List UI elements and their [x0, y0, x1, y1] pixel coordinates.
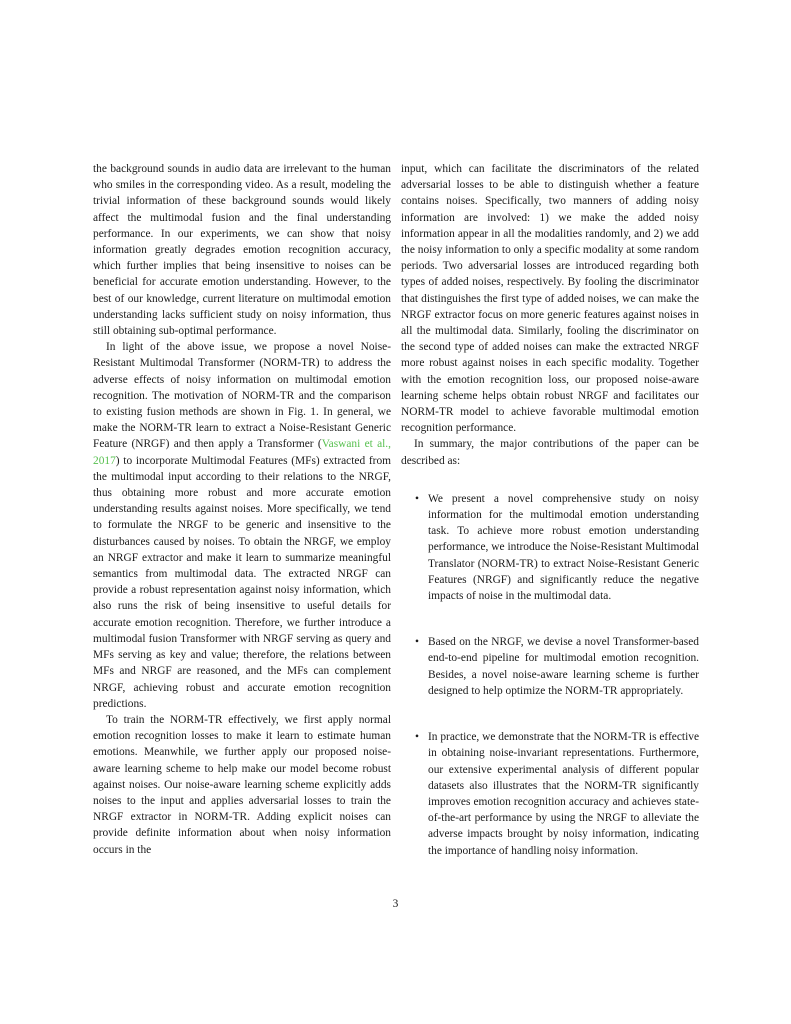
- contribution-item: [401, 491, 699, 604]
- contribution-item: [401, 634, 699, 699]
- bullet-icon: •: [415, 731, 419, 744]
- paragraph-text-before-citation: In light of the above issue, we propose a novel Noise-Resistant Multimodal Transformer (NORM-TR) to address the adverse effects of noisy information on multimodal emotion recognition. The motivation of NORM-TR and the comparison to existing fusion methods are shown in Fig. 1. In general, we make the NORM-TR learn to extract a Noise-Resistant Generic Feature (NRGF) and then apply a Transformer (: [93, 341, 391, 451]
- paragraph-norm-tr-proposal: [93, 339, 391, 712]
- left-column: [93, 161, 391, 858]
- paragraph-text-after-citation: ) to incorporate Multimodal Features (MFs) extracted from the multimodal input according to their relations to the NRGF, thus obtaining more robust and more accurate emotion understanding results against noises. More specifically, we tend to formulate the NRGF to be generic and insensitive to the disturbances caused by noises. To obtain the NRGF, we employ an NRGF extractor and make it learn to summarize meaningful semantics from multimodal data. The extracted NRGF can provide a robust representation against noisy information, which also runs the risk of being insensitive to useful details for accurate emotion recognition. Therefore, we further introduce a multimodal fusion Transformer with NRGF serving as query and MFs serving as key and value; therefore, the relations between MFs and NRGF are reasoned, and the MFs can complement NRGF, achieving robust and accurate emotion recognition predictions.: [93, 454, 391, 710]
- paragraph-adversarial-losses: input, which can facilitate the discriminators of the related adversarial losses to be able to distinguish whether a feature contains noises. Specifically, two manners of adding noisy information are involved: 1) we make the added noisy information appear in all the modalities randomly, and 2) we add the noisy information to only a specific modality at some random periods. Two adversarial losses are introduced regarding both types of added noises, respectively. By fooling the discriminator that distinguishes the first type of added noises, we can make the NRGF extractor focus on more generic features against noises in all the multimodal data. Similarly, fooling the discriminator on the second type of added noises can make the extracted NRGF more robust against noises in each specific modality. Together with the emotion recognition loss, our proposed noise-aware learning scheme helps obtain robust NRGF and facilitates our NORM-TR model to achieve favorable multimodal emotion recognition performance.: [401, 163, 699, 435]
- contributions-list: [401, 491, 699, 859]
- contribution-text: We present a novel comprehensive study on noisy information for the multimodal emotion understanding task. To achieve more robust emotion understanding performance, we introduce the Noise-Resistant Multimodal Translator (NORM-TR) to extract Noise-Resistant Generic Features (NRGF) and significantly reduce the negative impacts of noise in the multimodal data.: [428, 492, 699, 603]
- contribution-item: [401, 729, 699, 859]
- bullet-icon: •: [415, 636, 419, 649]
- page-number: 3: [392, 898, 399, 910]
- contribution-text: Based on the NRGF, we devise a novel Transformer-based end-to-end pipeline for multimodal emotion recognition. Besides, a novel noise-aware learning scheme is further designed to help optimize the NORM-TR appropriately.: [428, 636, 699, 697]
- citation-link-vaswani[interactable]: Vaswani et al., 2017: [93, 438, 391, 467]
- paragraph-summary-intro: In summary, the major contributions of the paper can be described as:: [401, 438, 699, 467]
- bullet-icon: •: [415, 492, 419, 505]
- right-column: [401, 161, 699, 889]
- paragraph-training-scheme: To train the NORM-TR effectively, we first apply normal emotion recognition losses to make it learn to estimate human emotions. Meanwhile, we further apply our proposed noise-aware learning scheme to help make our model become robust against noises. Our noise-aware learning scheme explicitly adds noises to the input and applies adversarial losses to train the NRGF extractor in NORM-TR. Adding explicit noises can provide definite information about when noisy information occurs in the: [93, 713, 391, 856]
- contribution-text: In practice, we demonstrate that the NORM-TR is effective in obtaining noise-invariant representations. Furthermore, our extensive experimental analysis of different popular datasets also illustrates that the NORM-TR significantly improves emotion recognition accuracy and achieves state-of-the-art performance by using the NRGF to alleviate the adverse impacts brought by noisy information, indicating the importance of handling noisy information.: [428, 731, 699, 857]
- paragraph-background-sounds: the background sounds in audio data are irrelevant to the human who smiles in the corresponding video. As a result, modeling the trivial information of these background sounds would likely affect the multimodal fusion and the final understanding performance. In our experiments, we can show that noisy information greatly degrades emotion recognition accuracy, which further implies that being insensitive to noises can be beneficial for accurate emotion understanding. However, to the best of our knowledge, current literature on multimodal emotion understanding lacks sufficient study on noisy information, thus still obtaining sub-optimal performance.: [93, 163, 391, 338]
